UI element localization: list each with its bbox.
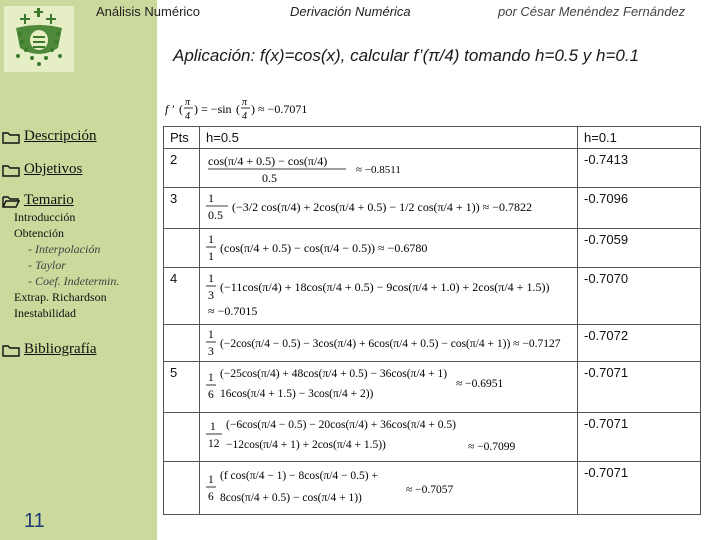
nav-item-objetivos[interactable]	[0, 161, 157, 178]
nav-label: Bibliografía	[24, 341, 97, 357]
cell-formula	[200, 325, 578, 362]
svg-text:(−3/2 cos(π/4) + 2cos(π/4 + 0.: (−3/2 cos(π/4) + 2cos(π/4 + 0.5) − 1/2 cos(π/4 + 1)) ≈ −0.7822	[232, 200, 532, 214]
header-h05: h=0.5	[200, 127, 578, 149]
header-pts: Pts	[164, 127, 200, 149]
cell-formula	[200, 362, 578, 413]
svg-text:6: 6	[208, 389, 214, 401]
cell-h01: -0.7096	[578, 188, 701, 229]
header-h01: h=0.1	[578, 127, 701, 149]
svg-text:(cos(π/4 + 0.5) − cos(π/4 − 0.: (cos(π/4 + 0.5) − cos(π/4 − 0.5)) ≈ −0.6780	[220, 241, 428, 255]
svg-text:12: 12	[208, 438, 220, 450]
svg-text:0.5: 0.5	[262, 171, 277, 184]
svg-text:4: 4	[185, 111, 190, 122]
svg-text:4: 4	[242, 111, 247, 122]
cell-pts	[164, 325, 200, 362]
table-row	[164, 462, 701, 515]
svg-text:≈ −0.7015: ≈ −0.7015	[208, 304, 258, 318]
svg-text:−12cos(π/4 + 1) + 2cos(π/4 + 1: −12cos(π/4 + 1) + 2cos(π/4 + 1.5))	[226, 439, 386, 451]
svg-text:3: 3	[208, 288, 214, 302]
nav-label: Objetivos	[24, 161, 83, 177]
svg-text:f ′: f ′	[165, 102, 174, 116]
formula-exact-derivative	[163, 92, 323, 126]
page-number: 11	[24, 510, 45, 532]
cell-pts: 4	[164, 268, 200, 325]
table-header-row	[164, 127, 701, 149]
svg-text:) = −sin: ) = −sin	[194, 102, 232, 116]
table-row	[164, 268, 701, 325]
svg-text:16cos(π/4 + 1.5) − 3cos(π/4 +: 16cos(π/4 + 1.5) − 3cos(π/4 + 2))	[220, 388, 374, 400]
folder-open-icon	[2, 194, 20, 208]
svg-text:1: 1	[208, 249, 214, 263]
svg-text:(−25cos(π/4) + 48cos(π/4 + 0.5: (−25cos(π/4) + 48cos(π/4 + 0.5) − 36cos(π/4 + 1)	[220, 368, 448, 380]
cell-formula	[200, 229, 578, 268]
svg-text:1: 1	[208, 372, 214, 384]
temario-sub-inestabilidad[interactable]: Inestabilidad	[14, 306, 76, 320]
svg-text:6: 6	[208, 491, 214, 503]
cell-formula	[200, 188, 578, 229]
cell-formula	[200, 462, 578, 515]
svg-text:3: 3	[208, 346, 214, 358]
cell-formula	[200, 149, 578, 188]
cell-pts	[164, 462, 200, 515]
nav-label: Temario	[24, 192, 74, 208]
svg-text:8cos(π/4 + 0.5) − cos(π/4 + 1): 8cos(π/4 + 0.5) − cos(π/4 + 1))	[220, 492, 362, 504]
folder-icon	[2, 130, 20, 144]
nav-item-temario[interactable]	[0, 192, 157, 209]
svg-text:≈ −0.7099: ≈ −0.7099	[468, 441, 516, 453]
nav-item-descripcion[interactable]	[0, 128, 157, 145]
cell-h01: -0.7070	[578, 268, 701, 325]
table-row	[164, 188, 701, 229]
cell-pts	[164, 413, 200, 462]
svg-text:(−2cos(π/4 − 0.5) − 3cos(π/4): (−2cos(π/4 − 0.5) − 3cos(π/4) + 6cos(π/4 + 0.5) − cos(π/4 + 1)) ≈ −0.7127	[220, 338, 561, 350]
temario-sub-interpolacion[interactable]: - Interpolación	[28, 242, 101, 256]
temario-sub-taylor[interactable]: - Taylor	[28, 258, 66, 272]
svg-text:1: 1	[208, 232, 214, 246]
cell-h01: -0.7071	[578, 462, 701, 515]
temario-sub-obtencion[interactable]: Obtención	[14, 226, 64, 240]
svg-text:≈ −0.8511: ≈ −0.8511	[356, 164, 401, 176]
cell-h01: -0.7071	[578, 413, 701, 462]
svg-text:) ≈ −0.7071: ) ≈ −0.7071	[251, 102, 308, 116]
table-row	[164, 362, 701, 413]
nav-item-bibliografia[interactable]	[0, 341, 157, 358]
svg-text:cos(π/4 + 0.5) − cos(π/4): cos(π/4 + 0.5) − cos(π/4)	[208, 154, 328, 168]
cell-formula	[200, 268, 578, 325]
cell-pts	[164, 229, 200, 268]
table-row	[164, 413, 701, 462]
temario-sub-introduccion[interactable]: Introducción	[14, 210, 76, 224]
cell-h01: -0.7072	[578, 325, 701, 362]
svg-text:π: π	[242, 97, 248, 108]
folder-icon	[2, 163, 20, 177]
cell-pts: 2	[164, 149, 200, 188]
svg-text:1: 1	[208, 271, 214, 285]
svg-text:π: π	[185, 97, 191, 108]
folder-icon	[2, 343, 20, 357]
cell-formula	[200, 413, 578, 462]
svg-text:1: 1	[208, 329, 214, 341]
cell-h01: -0.7413	[578, 149, 701, 188]
svg-text:(: (	[179, 102, 183, 116]
svg-text:≈ −0.7057: ≈ −0.7057	[406, 484, 454, 496]
header-author: por César Menéndez Fernández	[498, 4, 686, 19]
svg-text:1: 1	[210, 421, 216, 433]
results-table	[163, 126, 701, 515]
slide-title: Aplicación: f(x)=cos(x), calcular f’(π/4) tomando h=0.5 y h=0.1	[173, 46, 640, 65]
svg-text:1: 1	[208, 474, 214, 486]
nav-label: Descripción	[24, 128, 97, 144]
svg-text:1: 1	[208, 191, 214, 205]
svg-text:0.5: 0.5	[208, 208, 223, 222]
svg-text:(f cos(π/4 − 1) − 8cos(π/4 − 0: (f cos(π/4 − 1) − 8cos(π/4 − 0.5) +	[220, 470, 378, 482]
cell-h01: -0.7071	[578, 362, 701, 413]
temario-sub-coef[interactable]: - Coef. Indetermin.	[28, 274, 120, 288]
header-course: Análisis Numérico	[96, 4, 201, 19]
table-row	[164, 325, 701, 362]
table-row	[164, 149, 701, 188]
table-row	[164, 229, 701, 268]
svg-text:(−11cos(π/4) + 18cos(π/4 + 0.5: (−11cos(π/4) + 18cos(π/4 + 0.5) − 9cos(π/4 + 1.0) + 2cos(π/4 + 1.5))	[220, 280, 550, 294]
svg-text:(−6cos(π/4 − 0.5) − 20cos(π/4): (−6cos(π/4 − 0.5) − 20cos(π/4) + 36cos(π/4 + 0.5)	[226, 419, 456, 431]
header-topic: Derivación Numérica	[290, 4, 411, 19]
svg-text:≈ −0.6951: ≈ −0.6951	[456, 378, 504, 390]
cell-pts: 5	[164, 362, 200, 413]
svg-text:(: (	[236, 102, 240, 116]
sidebar-nav	[0, 128, 157, 358]
cell-h01: -0.7059	[578, 229, 701, 268]
cell-pts: 3	[164, 188, 200, 229]
temario-sub-richardson[interactable]: Extrap. Richardson	[14, 290, 107, 304]
university-crest-logo	[4, 6, 74, 72]
